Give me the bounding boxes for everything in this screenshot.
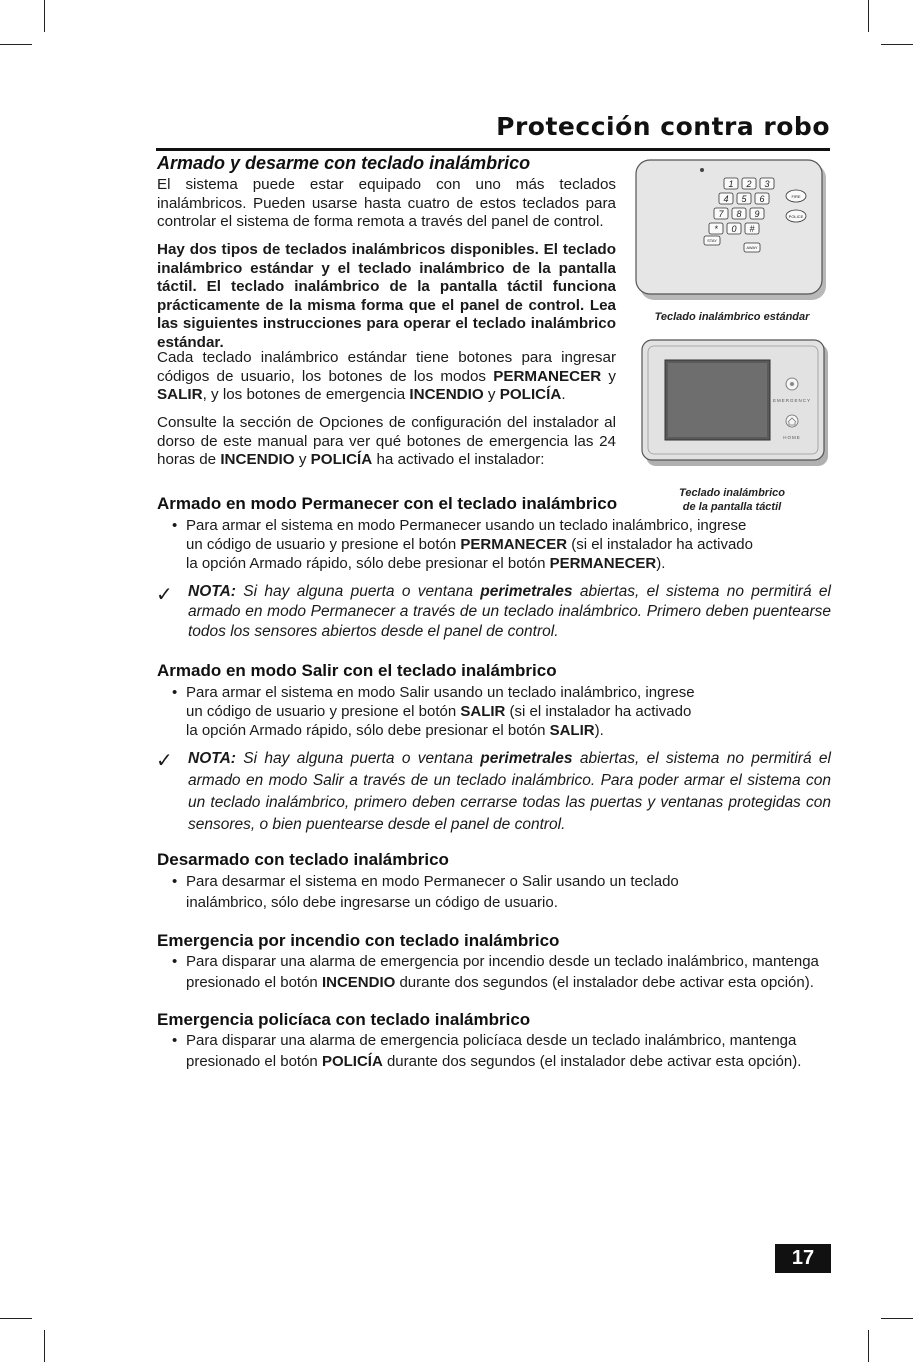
keypad-key-label: 3 [764,179,770,189]
text: Cada teclado inalámbrico estándar tiene botones para ingresar códigos de usuario, los botones de los modos [157,349,616,385]
keypad-key-label: # [749,224,755,234]
police-word: POLICÍA [310,451,373,468]
intro-paragraph-1: El sistema puede estar equipado con uno más teclados inalámbricos. Pueden usarse hasta cuatro de estos teclados para controlar el sistema de forma remota a través del panel de control. [157,176,616,230]
police-word: POLICÍA [321,1053,383,1070]
text: Para disparar una alarma de emergencia policíaca desde un teclado inalámbrico, mantenga [186,1032,797,1049]
bullet-dot: • [172,684,178,701]
note-label: NOTA: [188,583,236,600]
emergency-label: EMERGENCY [772,398,812,403]
text: y [601,367,616,385]
keypad-key-label: 2 [746,179,752,189]
intro-title: Armado y desarme con teclado inalámbrico [157,153,531,173]
away-word: SALIR [460,703,506,720]
crop-mark [44,1330,45,1362]
keypad-key-label: 6 [759,194,765,204]
standard-keypad-illustration [634,158,830,303]
text: Para desarmar el sistema en modo Permanecer o Salir usando un teclado [186,873,679,890]
away-word: SALIR [157,386,203,403]
page-number: 17 [775,1244,831,1273]
text: Consulte la sección de Opciones de configuración del instalador al dorso de este manual para ver qué botones de emergencia las 24 horas de [157,414,616,468]
fire-word: INCENDIO [220,451,295,468]
perimeter-word: perimetrales [480,583,573,600]
away-word: SALIR [549,722,595,739]
text: presionado el botón [186,974,322,991]
stay-button-label: STAY [707,238,717,243]
police-button-label: POLICE [788,214,804,219]
bullet-line: inalámbrico, sólo debe ingresarse un código de usuario. [186,894,558,911]
text: y [294,451,311,468]
fire-section-title: Emergencia por incendio con teclado inalámbrico [157,931,560,950]
keypad-key-label: * [714,224,718,234]
keypad-key-label: 5 [741,194,747,204]
bullet-line [172,973,832,992]
crop-mark [868,0,869,32]
text: la opción Armado rápido, sólo debe presionar el botón [186,722,550,739]
bullet-line [172,721,812,740]
touchscreen-keypad-illustration [640,338,830,468]
bullet-line [172,535,812,554]
text: durante dos segundos (el instalador debe activar esta opción). [382,1053,802,1070]
keypad-key-label: 8 [736,209,742,219]
text: (si el instalador ha activado [567,536,753,553]
fire-word: INCENDIO [321,974,396,991]
text: ). [594,722,604,739]
keypad-key-label: 1 [728,179,734,189]
text: durante dos segundos (el instalador debe activar esta opción). [395,974,814,991]
fire-word: INCENDIO [409,386,484,403]
text: ha activado el instalador: [372,451,545,468]
checkmark-icon: ✓ [156,584,173,606]
away-note [188,748,831,836]
crop-mark [44,0,45,32]
bullet-dot: • [172,517,178,534]
bullet-line [172,702,812,721]
police-bullet [172,1031,832,1071]
text: abiertas, el sistema no permitirá el armado en modo Permanecer a través de un teclado inalámbrico. Primero deben puentearse todos los sensores abiertos desde el panel de control. [188,583,831,640]
disarm-section-title: Desarmado con teclado inalámbrico [157,850,449,869]
away-button-label: AWAY [746,245,758,250]
text: . [561,386,566,403]
away-bullet [172,683,812,740]
text: Para armar el sistema en modo Salir usando un teclado inalámbrico, ingrese [186,684,695,701]
page-title: Protección contra robo [496,112,830,141]
stay-bullet [172,516,812,573]
text: presionado el botón [186,1053,322,1070]
text: un código de usuario y presione el botón [186,536,461,553]
bullet-dot: • [172,1032,178,1049]
text: abiertas, el sistema no permitirá el armado en modo Salir a través de un teclado inalámbrico. Para poder armar el sistema con un teclado inalámbrico, primero deben cerrarse todas las puertas y ventanas protegidas con sensores, o bien puentearse desde el panel de control. [188,750,831,833]
text: Para disparar una alarma de emergencia por incendio desde un teclado inalámbrico, mantenga [186,953,819,970]
police-word: POLICÍA [499,386,562,403]
police-section-title: Emergencia policíaca con teclado inalámbrico [157,1010,531,1029]
intro-paragraph-4 [157,414,616,470]
text: (si el instalador ha activado [505,703,692,720]
stay-word: PERMANECER [493,367,602,385]
intro-paragraph-3 [157,349,616,405]
disarm-bullet [172,872,812,912]
touchscreen-caption-line-1: Teclado inalámbrico [679,487,785,499]
keypad-key-label: 7 [718,209,724,219]
stay-note [188,582,831,642]
crop-mark [868,1330,869,1362]
stay-word: PERMANECER [460,536,568,553]
perimeter-word: perimetrales [480,750,573,767]
crop-mark [881,44,913,45]
bullet-line [172,554,812,573]
keypad-key-label: 0 [731,224,737,234]
text: un código de usuario y presione el botón [186,703,461,720]
text: la opción Armado rápido, sólo debe presionar el botón [186,555,550,572]
bullet-line [172,1052,832,1071]
stay-section-title: Armado en modo Permanecer con el teclado inalámbrico [157,494,618,513]
text: Si hay alguna puerta o ventana [235,750,481,767]
keypad-key-label: 9 [754,209,760,219]
stay-word: PERMANECER [549,555,657,572]
keypad-key-label: 4 [723,194,729,204]
standard-keypad-caption: Teclado inalámbrico estándar [654,311,810,323]
away-section-title: Armado en modo Salir con el teclado inalámbrico [157,661,557,680]
crop-mark [0,1318,32,1319]
crop-mark [881,1318,913,1319]
bullet-dot: • [172,953,178,970]
text: Si hay alguna puerta o ventana [235,583,481,600]
bullet-dot: • [172,873,178,890]
checkmark-icon: ✓ [156,750,173,772]
text: Para armar el sistema en modo Permanecer usando un teclado inalámbrico, ingrese [186,517,747,534]
crop-mark [0,44,32,45]
text: ). [656,555,666,572]
home-label: HOME [783,435,801,440]
fire-bullet [172,952,832,992]
note-label: NOTA: [188,750,236,767]
text: y [483,386,500,403]
text: , y los botones de emergencia [202,386,410,403]
touchscreen-caption-line-2: de la pantalla táctil [682,501,782,513]
intro-paragraph-2: Hay dos tipos de teclados inalámbricos disponibles. El teclado inalámbrico estándar y el teclado inalámbrico de la pantalla táctil. El teclado inalámbrico de la pantalla táctil funciona prácticamente de la misma forma que el panel de control. Lea las siguientes instrucciones para operar el teclado inalámbrico estándar. [157,241,616,351]
header-rule [156,148,830,151]
fire-button-label: FIRE [791,194,801,199]
